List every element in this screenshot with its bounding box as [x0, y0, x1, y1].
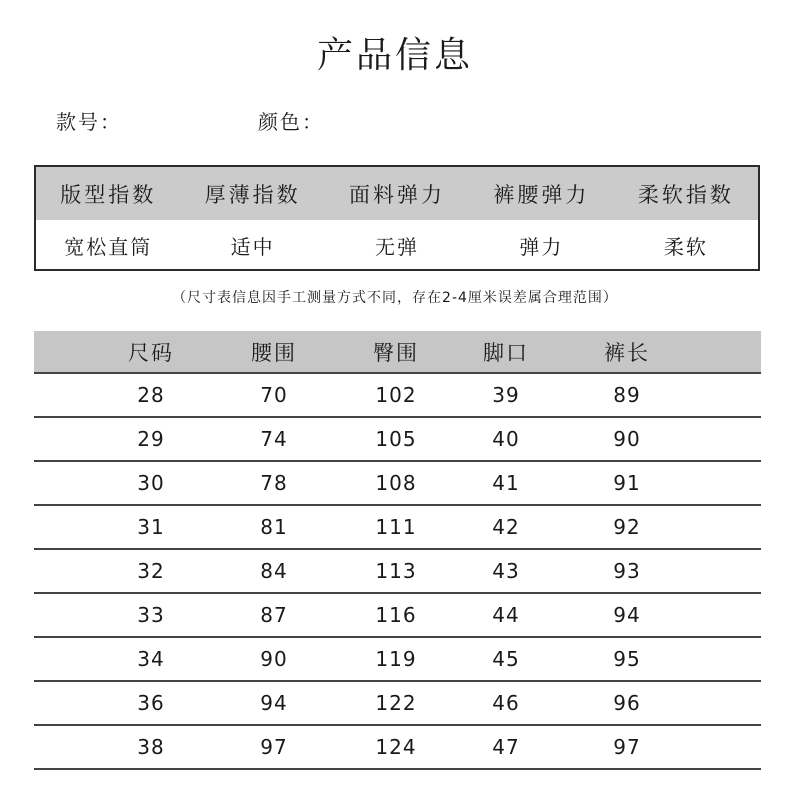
cell-leg-opening: 40 [492, 427, 520, 451]
table-row [34, 506, 761, 550]
cell-length: 95 [613, 647, 641, 671]
cell-leg-opening: 45 [492, 647, 520, 671]
cell-leg-opening: 42 [492, 515, 520, 539]
cell-hip: 116 [375, 603, 417, 627]
cell-length: 96 [613, 691, 641, 715]
product-info-table [34, 165, 760, 271]
cell-length: 93 [613, 559, 641, 583]
cell-waist: 94 [260, 691, 288, 715]
table-row [34, 682, 761, 726]
style-number-label: 款号： [56, 110, 122, 134]
cell-size: 29 [137, 427, 165, 451]
cell-waist: 90 [260, 647, 288, 671]
cell-size: 32 [137, 559, 165, 583]
page-title: 产品信息 [316, 35, 473, 76]
size-header-waist: 腰围 [251, 340, 297, 365]
table-row [34, 594, 761, 638]
cell-waist: 78 [260, 471, 288, 495]
cell-waist: 81 [260, 515, 288, 539]
cell-leg-opening: 41 [492, 471, 520, 495]
table-row [34, 550, 761, 594]
info-header-waist-stretch: 裤腰弹力 [493, 182, 590, 207]
cell-length: 91 [613, 471, 641, 495]
size-header-length: 裤长 [604, 340, 650, 365]
table-row [34, 726, 761, 770]
product-info-header-row [36, 167, 758, 220]
cell-leg-opening: 46 [492, 691, 520, 715]
cell-hip: 113 [375, 559, 417, 583]
cell-size: 31 [137, 515, 165, 539]
cell-hip: 111 [375, 515, 417, 539]
cell-leg-opening: 43 [492, 559, 520, 583]
cell-waist: 74 [260, 427, 288, 451]
info-header-thickness: 厚薄指数 [204, 182, 301, 207]
cell-length: 97 [613, 735, 641, 759]
cell-size: 34 [137, 647, 165, 671]
cell-leg-opening: 39 [492, 383, 520, 407]
cell-leg-opening: 44 [492, 603, 520, 627]
cell-size: 36 [137, 691, 165, 715]
table-row [34, 462, 761, 506]
cell-hip: 108 [375, 471, 417, 495]
info-header-fabric-stretch: 面料弹力 [349, 182, 446, 207]
cell-hip: 124 [375, 735, 417, 759]
info-value-waist-stretch: 弹力 [519, 235, 564, 259]
table-row [34, 638, 761, 682]
info-value-fit: 宽松直筒 [64, 235, 153, 259]
cell-length: 92 [613, 515, 641, 539]
cell-length: 89 [613, 383, 641, 407]
color-label: 颜色： [258, 110, 324, 134]
size-table [34, 331, 761, 770]
cell-length: 94 [613, 603, 641, 627]
product-info-value-row [36, 220, 758, 271]
info-header-fit: 版型指数 [60, 182, 157, 207]
size-table-header [34, 331, 761, 374]
info-value-softness: 柔软 [663, 235, 708, 259]
cell-size: 28 [137, 383, 165, 407]
size-header-size: 尺码 [128, 340, 174, 365]
cell-waist: 70 [260, 383, 288, 407]
cell-waist: 87 [260, 603, 288, 627]
size-header-leg-opening: 脚口 [483, 340, 529, 365]
cell-size: 38 [137, 735, 165, 759]
info-header-softness: 柔软指数 [637, 182, 734, 207]
cell-size: 33 [137, 603, 165, 627]
table-row [34, 418, 761, 462]
cell-length: 90 [613, 427, 641, 451]
cell-hip: 102 [375, 383, 417, 407]
size-header-hip: 臀围 [373, 340, 419, 365]
cell-hip: 119 [375, 647, 417, 671]
cell-waist: 97 [260, 735, 288, 759]
info-value-thickness: 适中 [230, 235, 275, 259]
info-value-fabric-stretch: 无弹 [375, 235, 420, 259]
cell-waist: 84 [260, 559, 288, 583]
cell-leg-opening: 47 [492, 735, 520, 759]
measurement-note: （尺寸表信息因手工测量方式不同，存在2-4厘米误差属合理范围） [172, 290, 618, 306]
table-row [34, 374, 761, 418]
cell-hip: 122 [375, 691, 417, 715]
cell-hip: 105 [375, 427, 417, 451]
cell-size: 30 [137, 471, 165, 495]
